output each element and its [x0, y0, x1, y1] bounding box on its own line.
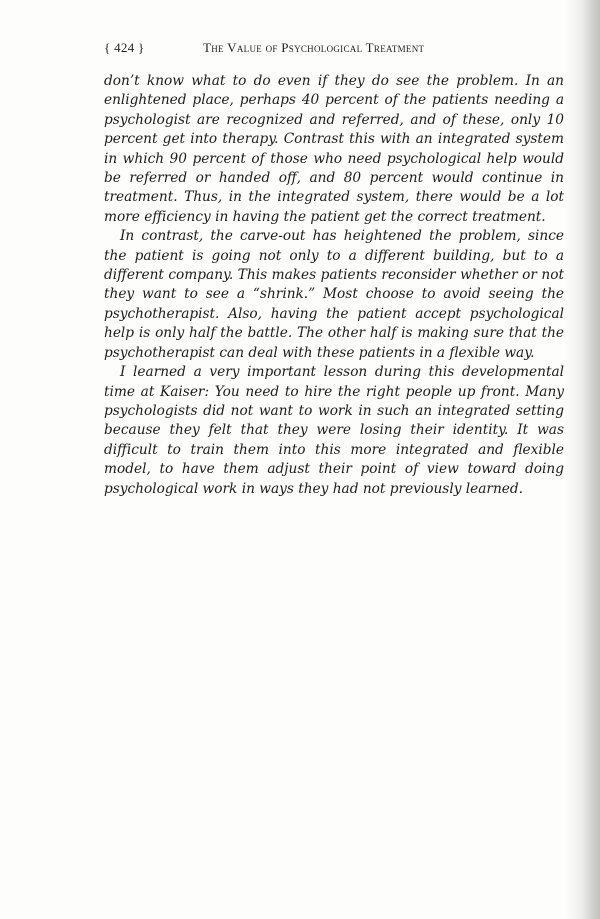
- paragraph: don’t know what to do even if they do see the problem. In an enlightened place, perhaps 40 percent of the patients needing a psychologist are recognized and referred, and of these, only 10 percent get into therapy. Contrast this with an integrated system in which 90 percent of those who need psychological help would be referred or handed off, and 80 percent would continue in treatment. Thus, in the integrated system, there would be a lot more efficiency in having the patient get the correct treatment.: [104, 73, 564, 225]
- paragraph: In contrast, the carve-out has heightened the problem, since the patient is going not only to a different building, but to a different company. This makes patients reconsider whether or not they want to see a “shrink.” Most choose to avoid seeing the psychotherapist. Also, having the patient accept psychological help is only half the battle. The other half is making sure that the psychotherapist can deal with these patients in a flexible way.: [104, 228, 564, 361]
- body-text: [104, 72, 564, 499]
- running-head: The Value of Psychological Treatment: [203, 40, 425, 55]
- paragraph: I learned a very important lesson during this developmental time at Kaiser: You need to hire the right people up front. Many psychologists did not want to work in such an integrated setting because they felt that they were losing their identity. It was difficult to train them into this more integrated and flexible model, to have them adjust their point of view toward doing psychological work in ways they had not previously learned.: [104, 364, 564, 497]
- page-header: [104, 40, 564, 60]
- page-edge-shadow: [566, 0, 600, 919]
- page-number: { 424 }: [104, 40, 145, 55]
